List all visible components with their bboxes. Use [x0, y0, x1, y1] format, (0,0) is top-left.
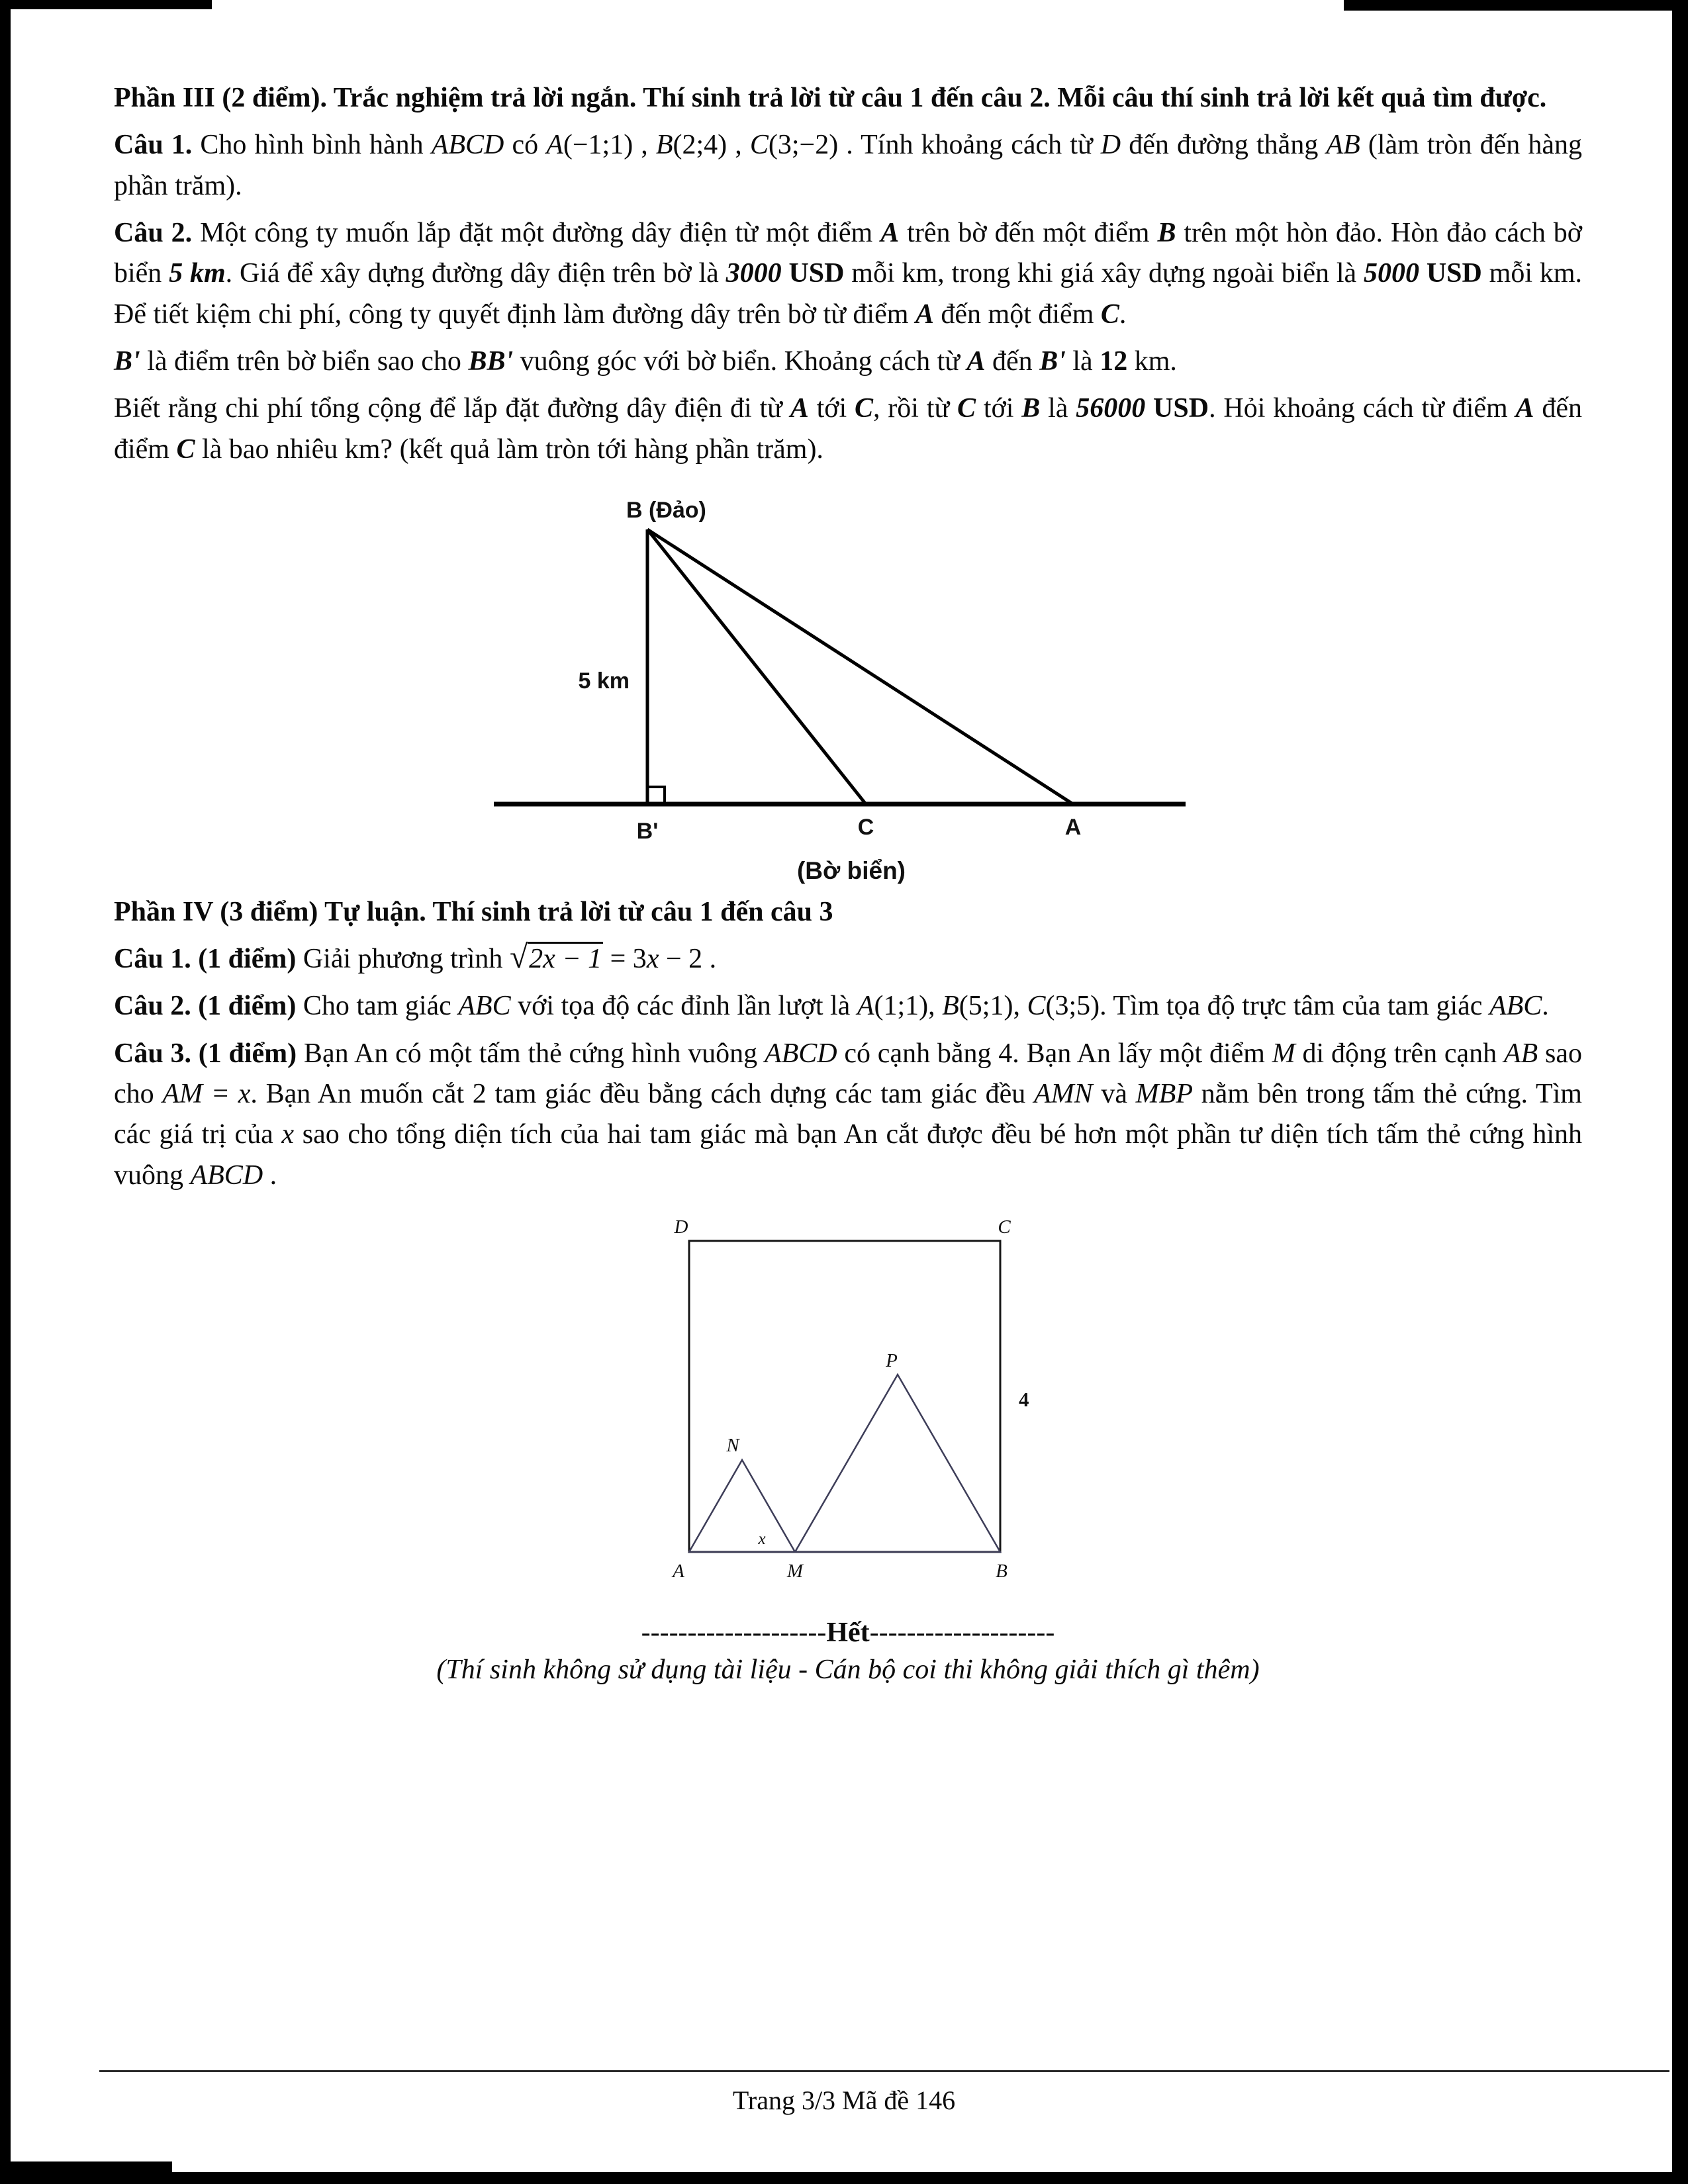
- closing-note: (Thí sinh không sử dụng tài liệu - Cán bộ coi thi không giải thích gì thêm): [436, 1655, 1260, 1685]
- label-b: B: [996, 1561, 1008, 1582]
- scan-edge-top-right: [1344, 0, 1688, 11]
- label-a: A: [673, 1561, 684, 1582]
- segment-b-c: [647, 529, 866, 804]
- scan-edge-bottom-left: [0, 2161, 172, 2184]
- square-triangles-diagram: [603, 1213, 1093, 1597]
- page-footer: Trang 3/3 Mã đề 146: [732, 2085, 956, 2115]
- label-c: C: [857, 814, 874, 840]
- footer-divider: [99, 2070, 1669, 2072]
- label-shore: (Bờ biển): [796, 856, 906, 884]
- end-marker: --------------------Hết--------------------: [641, 1617, 1055, 1648]
- part4-question-2: Câu 2. (1 điểm) Cho tam giác ABC với tọa độ các đỉnh lần lượt là A(1;1), B(5;1), C(3;5). Tìm tọa độ trực tâm của tam giác ABC.: [114, 991, 1549, 1022]
- label-c: C: [998, 1216, 1011, 1238]
- triangle-mbp: [795, 1375, 1000, 1552]
- segment-b-a: [647, 529, 1073, 804]
- label-b-prime: B': [636, 818, 659, 844]
- label-n: N: [726, 1435, 739, 1456]
- label-p: P: [886, 1350, 898, 1371]
- label-b-island: B (Đảo): [626, 497, 706, 523]
- part3-question-2-cost: Biết rằng chi phí tổng cộng để lắp đặt đường dây điện đi từ A tới C, rồi từ C tới B là 56000 USD. Hỏi khoảng cách từ điểm A đến điểm C là bao nhiêu km? (kết quả làm tròn tới hàng phần trăm).: [114, 393, 1582, 465]
- part3-question-2-bprime: B' là điểm trên bờ biển sao cho BB' vuông góc với bờ biển. Khoảng cách từ A đến B' là 12 km.: [114, 345, 1177, 377]
- label-5km: 5 km: [578, 668, 630, 694]
- figure-square-triangles: [114, 1213, 1582, 1597]
- label-a: A: [1064, 814, 1082, 840]
- island-shore-diagram: [467, 490, 1229, 887]
- label-side-4: 4: [1019, 1388, 1029, 1411]
- part3-heading: Phần III (2 điểm). Trắc nghiệm trả lời ngắn. Thí sinh trả lời từ câu 1 đến câu 2. Mỗi câu thí sinh trả lời kết quả tìm được.: [114, 83, 1547, 113]
- exam-content: [114, 78, 1582, 1686]
- label-d: D: [674, 1216, 688, 1238]
- part4-heading: Phần IV (3 điểm) Tự luận. Thí sinh trả lời từ câu 1 đến câu 3: [114, 896, 833, 927]
- part4-question-1: Câu 1. (1 điểm) Giải phương trình √2x − 1 = 3x − 2 .: [114, 938, 717, 976]
- part3-question-1: Câu 1. Cho hình bình hành ABCD có A(−1;1) , B(2;4) , C(3;−2) . Tính khoảng cách từ D đến đường thẳng AB (làm tròn đến hàng phần trăm).: [114, 130, 1582, 201]
- scan-edge-right: [1672, 0, 1688, 2184]
- square-abcd: [689, 1241, 1000, 1552]
- label-x: x: [758, 1530, 766, 1548]
- triangle-amn: [689, 1460, 795, 1552]
- part4-question-3: Câu 3. (1 điểm) Bạn An có một tấm thẻ cứng hình vuông ABCD có cạnh bằng 4. Bạn An lấy một điểm M di động trên cạnh AB sao cho AM = x. Bạn An muốn cắt 2 tam giác đều bằng cách dựng các tam giác đều AMN và MBP nằm bên trong tấm thẻ cứng. Tìm các giá trị của x sao cho tổng diện tích của hai tam giác mà bạn An cắt được đều bé hơn một phần tư diện tích tấm thẻ cứng hình vuông ABCD .: [114, 1038, 1582, 1191]
- scan-edge-bottom: [0, 2172, 1688, 2184]
- right-angle-mark: [647, 787, 665, 804]
- scan-edge-top-left: [0, 0, 212, 9]
- figure-island-shore: [114, 490, 1582, 887]
- part3-question-2: Câu 2. Một công ty muốn lắp đặt một đường dây điện từ một điểm A trên bờ đến một điểm B trên một hòn đảo. Hòn đảo cách bờ biển 5 km. Giá để xây dựng đường dây điện trên bờ là 3000 USD mỗi km, trong khi giá xây dựng ngoài biển là 5000 USD mỗi km. Để tiết kiệm chi phí, công ty quyết định làm đường dây trên bờ từ điểm A đến một điểm C.: [114, 217, 1582, 330]
- label-m: M: [786, 1561, 804, 1582]
- scan-edge-left: [0, 0, 11, 2184]
